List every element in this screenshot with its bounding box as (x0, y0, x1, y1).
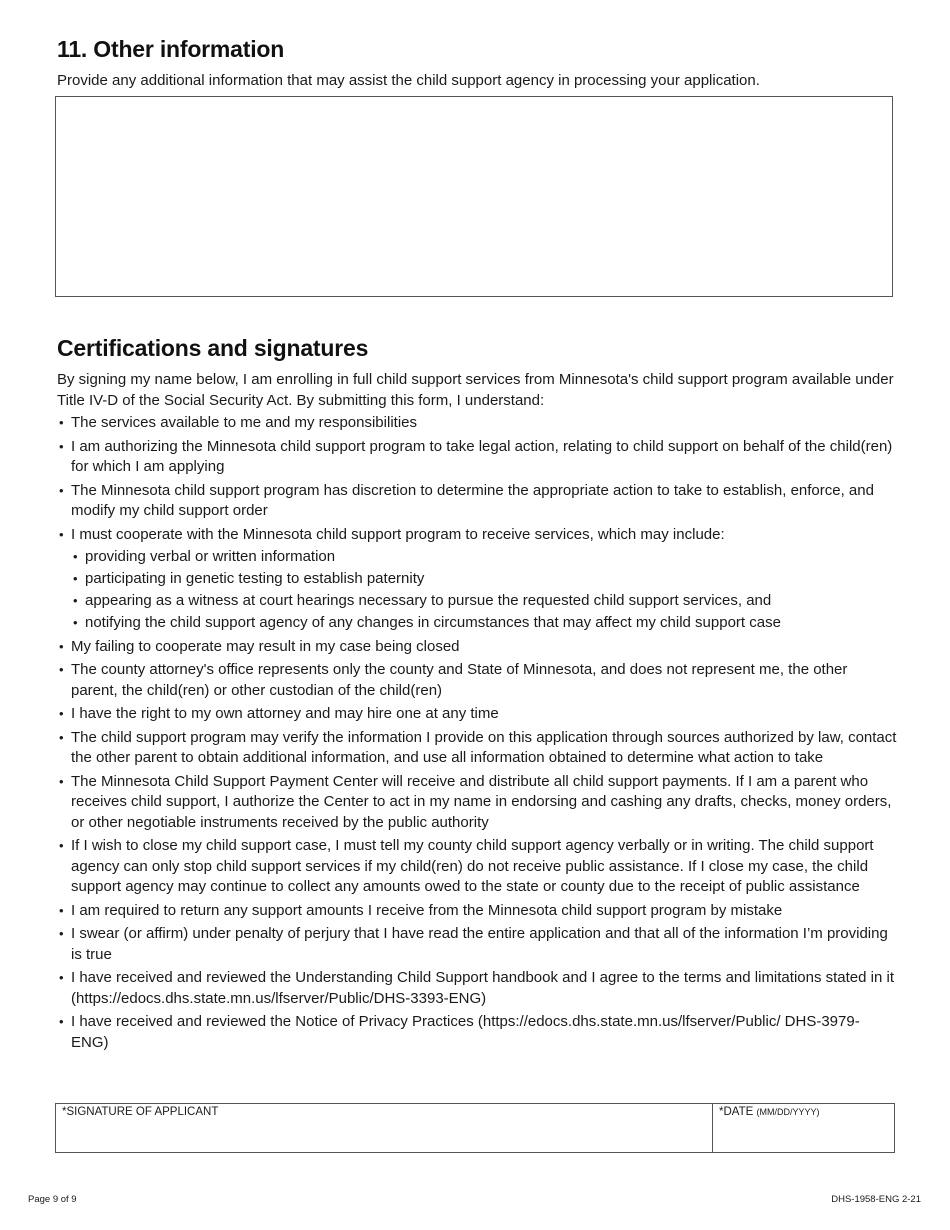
list-item: • The county attorney's office represents only the county and State of Minnesota, and does not represent me, the other parent, the child(ren) or other custodian of the child(ren) (57, 660, 897, 701)
sub-list-item: • participating in genetic testing to establish paternity (71, 569, 897, 590)
list-item: • I must cooperate with the Minnesota child support program to receive services, which may include: • providing verbal or written information • participating in genetic testing to establish paternity • appearing as a witness at court hearings necessary to pursue the requested child support services, and • notifying the child support agency of any changes in circumstances that may affect my child support case (57, 525, 897, 634)
list-item: • I swear (or affirm) under penalty of perjury that I have read the entire application and that all of the information I’m providing is true (57, 924, 897, 965)
certifications-body (57, 370, 897, 1056)
applicant-signature-field[interactable] (56, 1104, 713, 1152)
list-item: • I am required to return any support amounts I receive from the Minnesota child support program by mistake (57, 901, 897, 922)
list-item: • The child support program may verify the information I provide on this application through sources authorized by law, contact the other parent to obtain additional information, and use all information obtained to determine what action to take (57, 728, 897, 769)
signature-table (55, 1103, 895, 1153)
signature-date-field[interactable] (713, 1104, 894, 1152)
sub-list-item: • appearing as a witness at court hearings necessary to pursue the requested child support services, and (71, 591, 897, 612)
form-id: DHS-1958-ENG 2-21 (831, 1194, 921, 1205)
certifications-list (57, 413, 897, 1053)
section-11-description: Provide any additional information that may assist the child support agency in processing your application. (57, 72, 760, 89)
sub-list-item: • providing verbal or written information (71, 547, 897, 568)
other-information-textarea[interactable] (55, 96, 893, 297)
list-item: • The Minnesota child support program has discretion to determine the appropriate action to take to establish, enforce, and modify my child support order (57, 481, 897, 522)
list-item: • The Minnesota Child Support Payment Center will receive and distribute all child support payments. If I am a parent who receives child support, I authorize the Center to act in my name in endorsing and cashing any drafts, checks, money orders, or other negotiable instruments received by the public authority (57, 772, 897, 834)
page-number: Page 9 of 9 (28, 1194, 77, 1205)
list-item: • My failing to cooperate may result in my case being closed (57, 637, 897, 658)
list-item: • The services available to me and my responsibilities (57, 413, 897, 434)
list-item: • I have received and reviewed the Notice of Privacy Practices (https://edocs.dhs.state.mn.us/lfserver/Public/ DHS-3979-ENG) (57, 1012, 897, 1053)
applicant-signature-label: *SIGNATURE OF APPLICANT (62, 1106, 219, 1118)
list-item: • If I wish to close my child support case, I must tell my county child support agency verbally or in writing. The child support agency can only stop child support services if my child(ren) do not receive public assistance. If I close my case, the child support agency may continue to collect any amounts owed to the state or county due to the receipt of public assistance (57, 836, 897, 898)
cooperate-sublist (71, 547, 897, 634)
date-label: *DATE (719, 1106, 754, 1118)
date-format-hint: (MM/DD/YYYY) (756, 1107, 820, 1117)
list-item: • I have received and reviewed the Understanding Child Support handbook and I agree to the terms and limitations stated in it (https://edocs.dhs.state.mn.us/lfserver/Public/DHS-3393-ENG) (57, 968, 897, 1009)
certifications-title: Certifications and signatures (57, 335, 369, 361)
certifications-intro: By signing my name below, I am enrolling in full child support services from Minnesota's child support program available under Title IV-D of the Social Security Act. By submitting this form, I understand: (57, 371, 894, 409)
section-11-title: 11. Other information (57, 36, 285, 62)
list-item: • I have the right to my own attorney and may hire one at any time (57, 704, 897, 725)
sub-list-item: • notifying the child support agency of any changes in circumstances that may affect my child support case (71, 613, 897, 634)
list-item: • I am authorizing the Minnesota child support program to take legal action, relating to child support on behalf of the child(ren) for which I am applying (57, 437, 897, 478)
